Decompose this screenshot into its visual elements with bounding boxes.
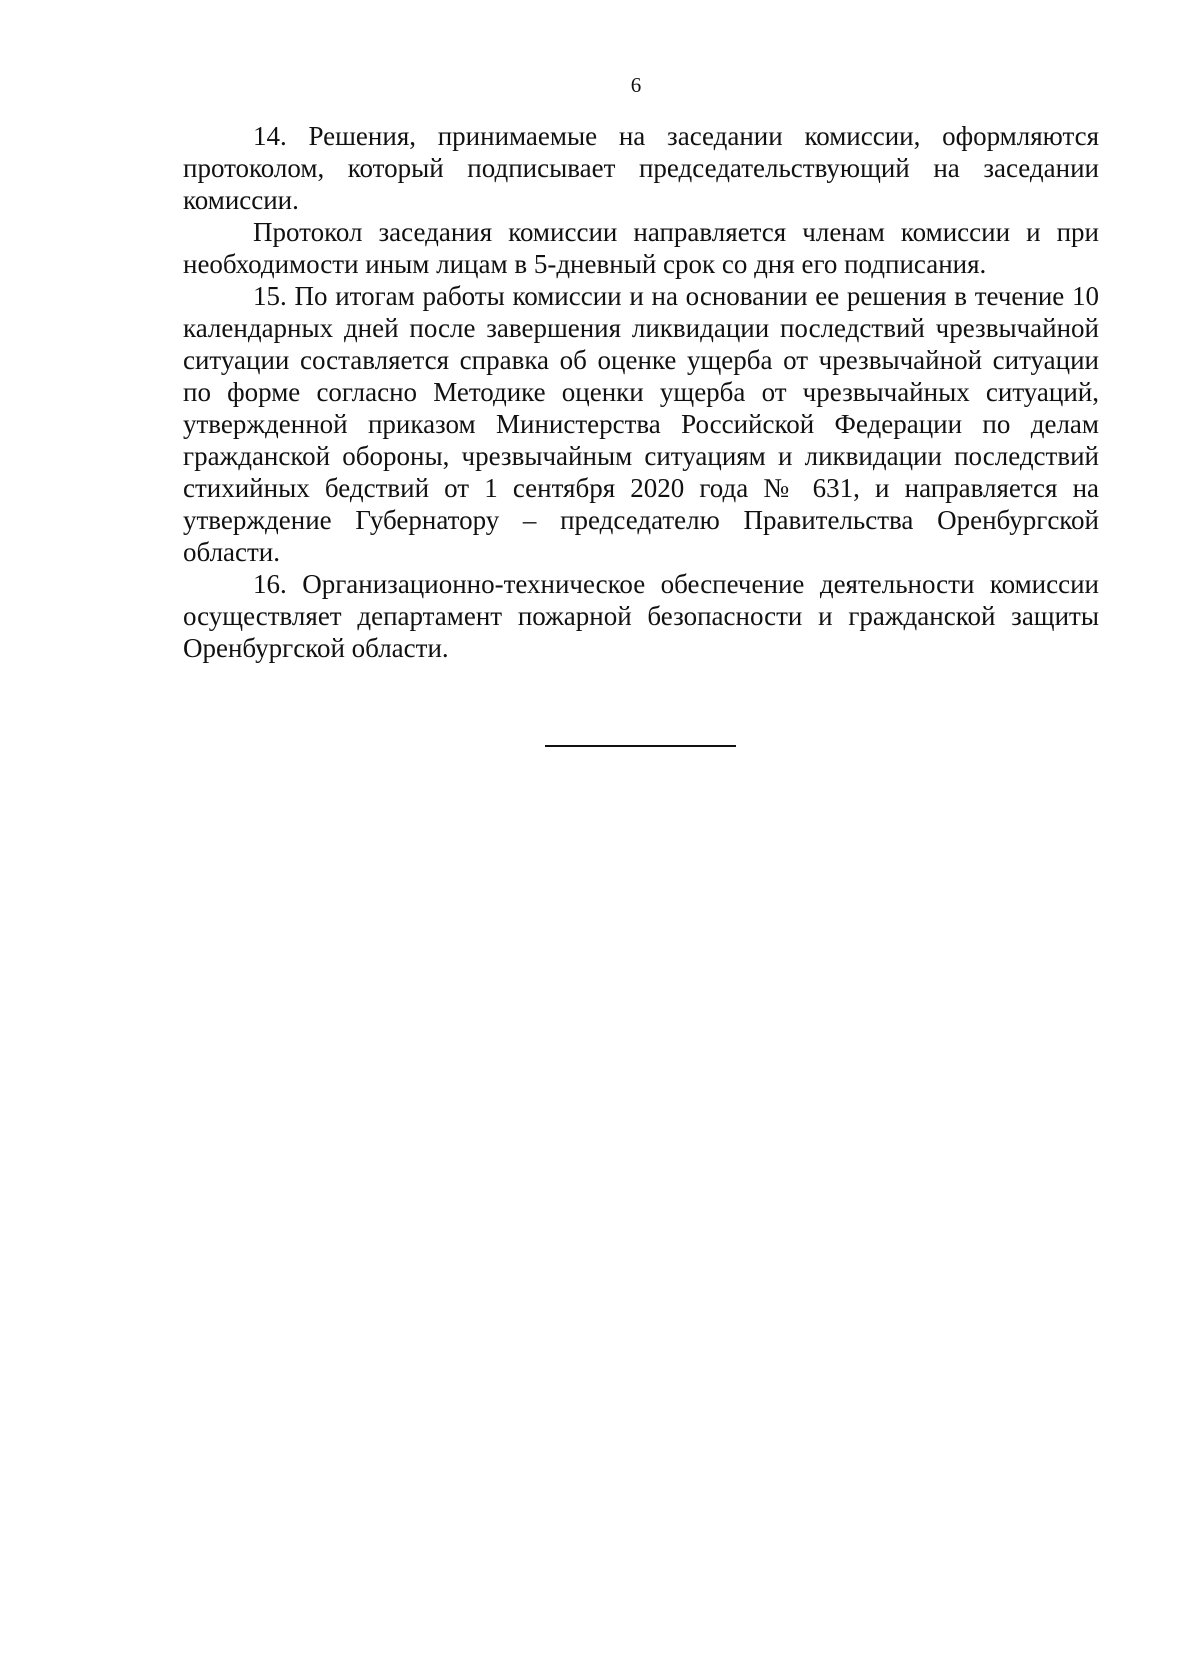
paragraph-15: 15. По итогам работы комиссии и на основании ее решения в течение 10 календарных дней после завершения ликвидации последствий чрезвычайной ситуации составляется справка об оценке ущерба от чрезвычайной ситуации по форме согласно Методике оценки ущерба от чрезвычайных ситуаций, утвержденной приказом Министерства Российской Федерации по делам гражданской обороны, чрезвычайным ситуациям и ликвидации последствий стихийных бедствий от 1 сентября 2020 года № 631, и направляется на утверждение Губернатору – председателю Правительства Оренбургской области.: [183, 281, 1099, 567]
page-number: 6: [630, 73, 642, 97]
end-separator-line: [545, 745, 736, 747]
document-body: [183, 120, 1099, 664]
paragraph-protocol: Протокол заседания комиссии направляется членам комиссии и при необходимости иным лицам в 5-дневный срок со дня его подписания.: [183, 217, 1099, 279]
paragraph-14: 14. Решения, принимаемые на заседании комиссии, оформляются протоколом, который подписывает председательствующий на заседании комиссии.: [183, 121, 1099, 215]
paragraph-16: 16. Организационно-техническое обеспечение деятельности комиссии осуществляет департамент пожарной безопасности и гражданской защиты Оренбургской области.: [183, 569, 1099, 663]
